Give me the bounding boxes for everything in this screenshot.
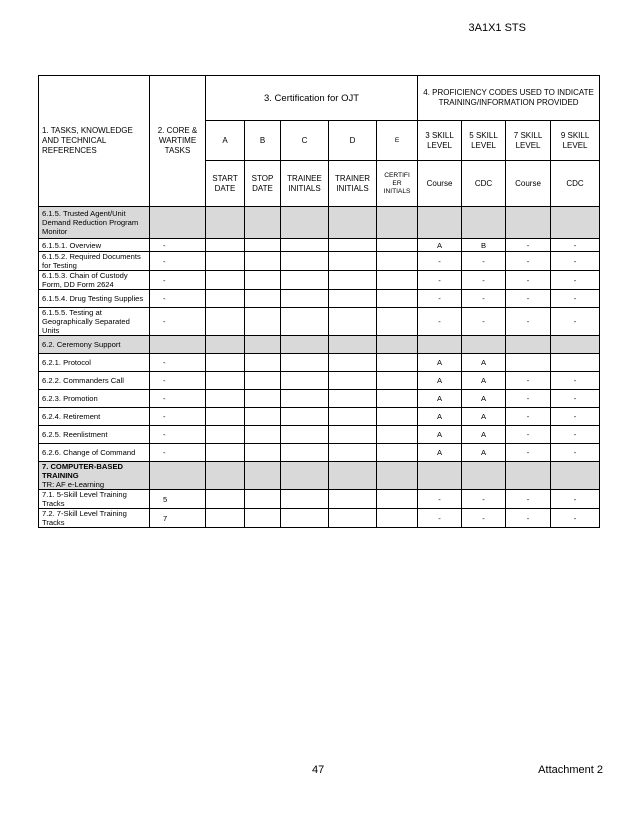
core-wartime-cell: -: [150, 426, 206, 444]
proficiency-code-cell: A: [418, 390, 462, 408]
proficiency-code-cell: [551, 354, 600, 372]
proficiency-code-cell: [462, 207, 506, 239]
proficiency-code-cell: B: [462, 239, 506, 252]
certification-cell: [377, 372, 418, 390]
certification-cell: [281, 239, 329, 252]
proficiency-code-cell: [462, 462, 506, 490]
proficiency-code-cell: -: [506, 290, 551, 308]
proficiency-code-cell: [506, 354, 551, 372]
table-row: [39, 490, 600, 509]
document-id: 3A1X1 STS: [468, 22, 526, 34]
certification-cell: [377, 408, 418, 426]
proficiency-code-cell: [462, 336, 506, 354]
certification-cell: [329, 390, 377, 408]
certification-cell: [206, 207, 245, 239]
header-certification: 3. Certification for OJT: [206, 76, 418, 121]
proficiency-code-cell: [506, 462, 551, 490]
certification-cell: [206, 290, 245, 308]
table-row: [39, 308, 600, 336]
task-cell: [39, 207, 150, 239]
proficiency-code-cell: -: [418, 252, 462, 271]
sts-table: [38, 75, 600, 528]
certification-subheader: START DATE: [206, 161, 245, 207]
proficiency-code-cell: -: [462, 271, 506, 290]
attachment-label: Attachment 2: [538, 764, 603, 776]
certification-cell: [329, 252, 377, 271]
certification-cell: [245, 290, 281, 308]
task-text: 7.1. 5-Skill Level Training Tracks: [42, 490, 127, 508]
task-text: 6.2.1. Protocol: [42, 358, 91, 367]
certification-cell: [329, 509, 377, 528]
certification-cell: [281, 271, 329, 290]
certification-cell: [329, 308, 377, 336]
certification-cell: [281, 444, 329, 462]
task-cell: [39, 336, 150, 354]
task-text: TR: AF e-Learning: [42, 480, 105, 489]
section-row: [39, 462, 600, 490]
certification-cell: [281, 490, 329, 509]
core-wartime-cell: [150, 336, 206, 354]
task-cell: [39, 271, 150, 290]
certification-cell: [281, 390, 329, 408]
certification-cell: [245, 252, 281, 271]
task-text: 6.2.6. Change of Command: [42, 448, 136, 457]
proficiency-code-cell: [551, 462, 600, 490]
certification-cell: [245, 207, 281, 239]
table-row: [39, 271, 600, 290]
certification-cell: [281, 354, 329, 372]
certification-cell: [245, 271, 281, 290]
core-wartime-cell: [150, 207, 206, 239]
task-text: 6.1.5.3. Chain of Custody Form, DD Form 2624: [42, 271, 128, 289]
section-row: [39, 336, 600, 354]
table-row: [39, 509, 600, 528]
certification-cell: [281, 408, 329, 426]
proficiency-code-cell: -: [551, 308, 600, 336]
certification-cell: [329, 239, 377, 252]
proficiency-code-cell: -: [551, 509, 600, 528]
skill-level-header: 7 SKILL LEVEL: [506, 121, 551, 161]
proficiency-code-cell: -: [551, 390, 600, 408]
column-letter-c: C: [281, 121, 329, 161]
core-wartime-cell: -: [150, 252, 206, 271]
task-cell: [39, 444, 150, 462]
certification-cell: [245, 444, 281, 462]
certification-cell: [245, 372, 281, 390]
task-cell: [39, 239, 150, 252]
header-tasks: 1. TASKS, KNOWLEDGE AND TECHNICAL REFERENCES: [39, 76, 150, 207]
core-wartime-cell: [150, 462, 206, 490]
table-row: [39, 444, 600, 462]
certification-cell: [329, 462, 377, 490]
proficiency-code-cell: -: [418, 509, 462, 528]
task-cell: [39, 290, 150, 308]
skill-source-header: CDC: [462, 161, 506, 207]
certification-cell: [206, 490, 245, 509]
proficiency-code-cell: -: [551, 490, 600, 509]
proficiency-code-cell: [418, 462, 462, 490]
proficiency-code-cell: -: [551, 372, 600, 390]
certification-cell: [377, 290, 418, 308]
proficiency-code-cell: -: [506, 372, 551, 390]
certification-cell: [206, 252, 245, 271]
certification-cell: [281, 372, 329, 390]
skill-source-header: Course: [506, 161, 551, 207]
table-row: [39, 252, 600, 271]
proficiency-code-cell: -: [462, 509, 506, 528]
certification-subheader: TRAINER INITIALS: [329, 161, 377, 207]
certification-subheader: CERTIFI ER INITIALS: [377, 161, 418, 207]
certification-cell: [329, 426, 377, 444]
proficiency-code-cell: -: [418, 308, 462, 336]
certification-cell: [206, 239, 245, 252]
proficiency-code-cell: [506, 207, 551, 239]
certification-cell: [245, 390, 281, 408]
task-cell: [39, 308, 150, 336]
certification-cell: [206, 462, 245, 490]
task-cell: [39, 462, 150, 490]
certification-cell: [377, 336, 418, 354]
certification-cell: [377, 271, 418, 290]
page-number: 47: [312, 764, 325, 776]
skill-level-header: 3 SKILL LEVEL: [418, 121, 462, 161]
proficiency-code-cell: -: [462, 308, 506, 336]
proficiency-code-cell: -: [506, 390, 551, 408]
proficiency-code-cell: A: [418, 426, 462, 444]
proficiency-code-cell: A: [462, 372, 506, 390]
certification-cell: [281, 462, 329, 490]
table-row: [39, 372, 600, 390]
certification-cell: [245, 308, 281, 336]
task-cell: [39, 354, 150, 372]
task-text: 6.2.3. Promotion: [42, 394, 98, 403]
proficiency-code-cell: [506, 336, 551, 354]
proficiency-code-cell: -: [418, 290, 462, 308]
certification-cell: [281, 426, 329, 444]
proficiency-code-cell: -: [551, 426, 600, 444]
proficiency-code-cell: A: [462, 426, 506, 444]
proficiency-code-cell: A: [418, 239, 462, 252]
certification-cell: [329, 490, 377, 509]
proficiency-code-cell: -: [506, 509, 551, 528]
core-wartime-cell: 7: [150, 509, 206, 528]
certification-cell: [329, 354, 377, 372]
task-cell: [39, 509, 150, 528]
proficiency-code-cell: -: [551, 408, 600, 426]
certification-cell: [377, 239, 418, 252]
task-text: 6.2. Ceremony Support: [42, 340, 121, 349]
certification-cell: [377, 509, 418, 528]
task-cell: [39, 426, 150, 444]
certification-cell: [329, 336, 377, 354]
certification-cell: [329, 207, 377, 239]
certification-cell: [245, 354, 281, 372]
task-text: 6.1.5. Trusted Agent/Unit Demand Reduction Program Monitor: [42, 209, 139, 236]
task-cell: [39, 408, 150, 426]
task-text: 6.1.5.1. Overview: [42, 240, 102, 250]
proficiency-code-cell: -: [506, 408, 551, 426]
core-wartime-cell: -: [150, 354, 206, 372]
proficiency-code-cell: -: [551, 271, 600, 290]
certification-cell: [206, 426, 245, 444]
certification-cell: [329, 372, 377, 390]
proficiency-code-cell: -: [506, 308, 551, 336]
table-row: [39, 239, 600, 252]
header-core-wartime: 2. CORE & WARTIME TASKS: [150, 76, 206, 207]
certification-cell: [377, 390, 418, 408]
task-text: 6.1.5.2. Required Documents for Testing: [42, 252, 141, 270]
proficiency-code-cell: -: [551, 444, 600, 462]
certification-cell: [329, 444, 377, 462]
certification-cell: [245, 426, 281, 444]
proficiency-code-cell: [418, 207, 462, 239]
certification-cell: [245, 239, 281, 252]
certification-cell: [281, 252, 329, 271]
core-wartime-cell: -: [150, 271, 206, 290]
certification-cell: [206, 444, 245, 462]
column-letter-a: A: [206, 121, 245, 161]
skill-source-header: Course: [418, 161, 462, 207]
certification-cell: [245, 462, 281, 490]
certification-cell: [281, 336, 329, 354]
header-proficiency-codes: 4. PROFICIENCY CODES USED TO INDICATE TRAINING/INFORMATION PROVIDED: [418, 76, 600, 121]
certification-cell: [206, 308, 245, 336]
certification-cell: [377, 426, 418, 444]
column-letter-e: E: [377, 121, 418, 161]
certification-cell: [377, 308, 418, 336]
proficiency-code-cell: A: [418, 372, 462, 390]
proficiency-code-cell: A: [462, 408, 506, 426]
task-text: 6.1.5.4. Drug Testing Supplies: [42, 294, 144, 303]
certification-cell: [281, 308, 329, 336]
proficiency-code-cell: -: [506, 426, 551, 444]
proficiency-code-cell: -: [506, 444, 551, 462]
proficiency-code-cell: -: [462, 490, 506, 509]
proficiency-code-cell: A: [462, 390, 506, 408]
certification-cell: [206, 336, 245, 354]
core-wartime-cell: -: [150, 372, 206, 390]
task-text: 6.2.4. Retirement: [42, 412, 101, 421]
column-letter-d: D: [329, 121, 377, 161]
core-wartime-cell: -: [150, 390, 206, 408]
certification-cell: [329, 271, 377, 290]
certification-cell: [206, 354, 245, 372]
certification-cell: [281, 207, 329, 239]
certification-cell: [206, 372, 245, 390]
proficiency-code-cell: A: [462, 354, 506, 372]
certification-cell: [281, 290, 329, 308]
certification-cell: [377, 252, 418, 271]
task-text: 6.2.5. Reenlistment: [42, 430, 108, 439]
certification-cell: [245, 490, 281, 509]
certification-cell: [377, 354, 418, 372]
certification-cell: [206, 271, 245, 290]
table-row: [39, 390, 600, 408]
certification-cell: [377, 207, 418, 239]
column-letter-b: B: [245, 121, 281, 161]
task-text: 6.1.5.5. Testing at Geographically Separated Units: [42, 308, 130, 335]
proficiency-code-cell: A: [418, 408, 462, 426]
proficiency-code-cell: -: [418, 271, 462, 290]
proficiency-code-cell: A: [418, 354, 462, 372]
certification-cell: [329, 408, 377, 426]
proficiency-code-cell: -: [462, 290, 506, 308]
task-text: 6.2.2. Commanders Call: [42, 376, 124, 385]
task-cell: [39, 372, 150, 390]
proficiency-code-cell: -: [506, 271, 551, 290]
table-row: [39, 408, 600, 426]
proficiency-code-cell: -: [506, 252, 551, 271]
task-text: 7.2. 7-Skill Level Training Tracks: [42, 509, 127, 527]
proficiency-code-cell: -: [551, 290, 600, 308]
table-row: [39, 290, 600, 308]
table-body: [39, 207, 600, 528]
certification-cell: [206, 509, 245, 528]
certification-cell: [377, 462, 418, 490]
task-cell: [39, 490, 150, 509]
task-cell: [39, 252, 150, 271]
core-wartime-cell: -: [150, 290, 206, 308]
proficiency-code-cell: -: [462, 252, 506, 271]
proficiency-code-cell: -: [551, 252, 600, 271]
section-title: 7. COMPUTER-BASED TRAINING: [42, 462, 124, 480]
certification-cell: [245, 408, 281, 426]
proficiency-code-cell: A: [418, 444, 462, 462]
proficiency-code-cell: -: [551, 239, 600, 252]
proficiency-code-cell: -: [418, 490, 462, 509]
table-row: [39, 426, 600, 444]
certification-cell: [245, 509, 281, 528]
certification-cell: [329, 290, 377, 308]
proficiency-code-cell: -: [506, 239, 551, 252]
proficiency-code-cell: [551, 207, 600, 239]
certification-cell: [206, 390, 245, 408]
section-row: [39, 207, 600, 239]
skill-source-header: CDC: [551, 161, 600, 207]
proficiency-code-cell: [418, 336, 462, 354]
core-wartime-cell: -: [150, 239, 206, 252]
certification-cell: [377, 444, 418, 462]
core-wartime-cell: -: [150, 408, 206, 426]
certification-subheader: TRAINEE INITIALS: [281, 161, 329, 207]
task-cell: [39, 390, 150, 408]
certification-subheader: STOP DATE: [245, 161, 281, 207]
certification-cell: [245, 336, 281, 354]
certification-cell: [206, 408, 245, 426]
skill-level-header: 5 SKILL LEVEL: [462, 121, 506, 161]
core-wartime-cell: -: [150, 444, 206, 462]
certification-cell: [377, 490, 418, 509]
proficiency-code-cell: [551, 336, 600, 354]
skill-level-header: 9 SKILL LEVEL: [551, 121, 600, 161]
table-row: [39, 354, 600, 372]
core-wartime-cell: -: [150, 308, 206, 336]
certification-cell: [281, 509, 329, 528]
core-wartime-cell: 5: [150, 490, 206, 509]
proficiency-code-cell: A: [462, 444, 506, 462]
proficiency-code-cell: -: [506, 490, 551, 509]
